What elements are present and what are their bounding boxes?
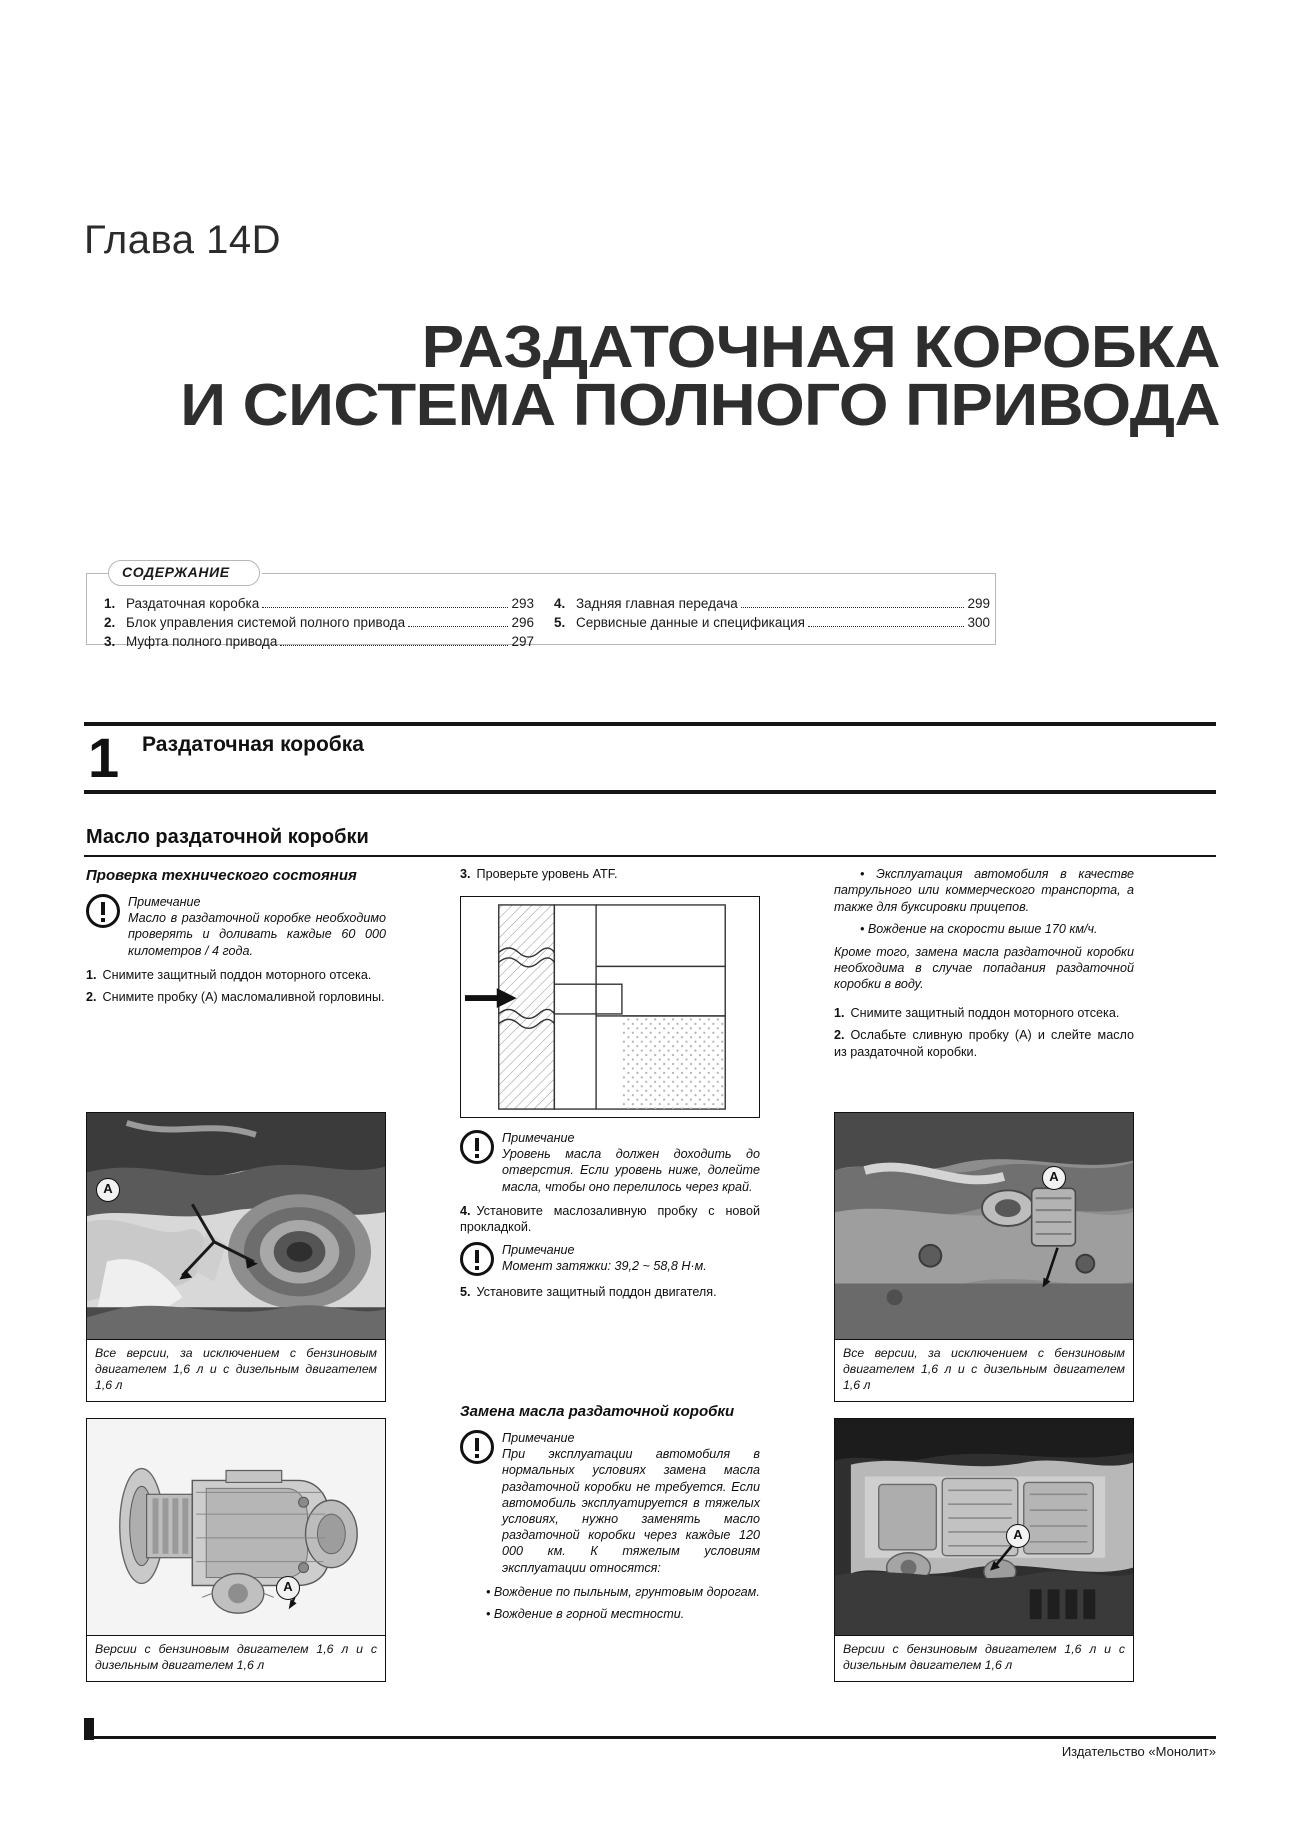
contents-item-page: 297 (511, 634, 534, 649)
step-item (86, 967, 386, 983)
note-title: Примечание (502, 1131, 575, 1145)
contents-leader-dots (741, 598, 965, 608)
step-number: 1. (86, 967, 97, 982)
diagram-image (461, 897, 759, 1117)
step-text: Ослабьте сливную пробку (A) и слейте масло из раздаточной коробки. (834, 1028, 1134, 1059)
contents-item-label: Муфта полного привода (126, 634, 278, 649)
note-block (86, 894, 386, 959)
section-title: Раздаточная коробка (142, 733, 364, 756)
step-item (834, 1027, 1134, 1060)
bullet-item: • Вождение по пыльным, грунтовым дорогам. (486, 1584, 760, 1599)
step-number: 2. (86, 990, 97, 1005)
step-item (460, 1284, 760, 1300)
contents-item-page: 296 (511, 615, 534, 630)
figure-caption-4: Версии с бензиновым двигателем 1,6 л и с дизельным двигателем 1,6 л (834, 1636, 1134, 1682)
warning-exclamation-icon (460, 1242, 494, 1276)
note-body: Масло в раздаточной коробке необходимо проверять и доливать каждые 60 000 километров / 4 года. (128, 911, 386, 958)
step-number: 5. (460, 1284, 471, 1299)
warning-exclamation-icon (460, 1130, 494, 1164)
step-item (834, 1005, 1134, 1021)
contents-leader-dots (262, 598, 508, 608)
callout-letter-a: A (96, 1178, 120, 1202)
figure-drain-plug-photo-2 (834, 1418, 1134, 1636)
section-number: 1 (88, 726, 120, 789)
figure-transfer-case-photo-2 (86, 1418, 386, 1636)
step-item (460, 1203, 760, 1236)
bullet-item: • Вождение на скорости выше 170 км/ч. (860, 922, 1098, 937)
note-text (128, 894, 386, 959)
contents-box-top-rule-left (86, 573, 108, 574)
contents-item-label: Раздаточная коробка (126, 596, 260, 611)
contents-item[interactable] (554, 613, 990, 632)
figure-transfer-case-photo-1 (86, 1112, 386, 1340)
note-body: При эксплуатации автомобиля в нормальных условиях замена масла раздаточной коробки не требуется. Если автомобиль эксплуатируется в тяжелых условиях, нужно заменять масло раздаточной коробки через каждые 120 000 км. К тяжелым условиям эксплуатации относятся: (502, 1447, 760, 1575)
step-text: Снимите защитный поддон моторного отсека. (102, 967, 372, 982)
contents-item-label: Сервисные данные и спецификация (576, 615, 805, 630)
callout-letter-a: A (276, 1576, 300, 1600)
note-text (502, 1242, 707, 1274)
bullet-item: • Вождение в горной местности. (486, 1607, 685, 1622)
contents-leader-dots (808, 617, 964, 627)
contents-item[interactable] (554, 594, 990, 613)
contents-item-number: 2. (104, 615, 116, 630)
figure-caption-3: Все версии, за исключением с бензиновым двигателем 1,6 л и с дизельным двигателем 1,6 л (834, 1340, 1134, 1402)
section-rule-top (84, 722, 1216, 726)
text-column-3 (834, 866, 1134, 1066)
chapter-label: Глава 14D (84, 218, 282, 262)
note-block (460, 1430, 760, 1576)
step-number: 2. (834, 1028, 845, 1043)
page-title-line-1: РАЗДАТОЧНАЯ КОРОБКА (421, 314, 1220, 380)
step-text: Установите маслозаливную пробку с новой прокладкой. (460, 1203, 760, 1235)
contents-item-label: Задняя главная передача (576, 596, 738, 611)
contents-item-number: 1. (104, 596, 116, 611)
text-column-2 (460, 866, 760, 888)
step-number: 3. (460, 867, 471, 881)
contents-item-number: 3. (104, 634, 116, 649)
note-text (502, 1430, 760, 1576)
contents-item[interactable] (104, 613, 534, 632)
page-title (0, 314, 1220, 439)
figure-caption-1: Все версии, за исключением с бензиновым двигателем 1,6 л и с дизельным двигателем 1,6 л (86, 1340, 386, 1402)
contents-leader-dots (280, 636, 508, 646)
warning-exclamation-icon (86, 894, 120, 928)
step-item (86, 989, 386, 1005)
contents-item[interactable] (104, 594, 534, 613)
note-block (460, 1242, 760, 1276)
contents-item-number: 4. (554, 596, 566, 611)
contents-tab-label: СОДЕРЖАНИЕ (122, 564, 230, 580)
figure-atf-level-diagram (460, 896, 760, 1118)
footer-rule (84, 1736, 1216, 1739)
photo-image (835, 1419, 1133, 1635)
callout-letter-a: A (1042, 1166, 1066, 1190)
contents-box-top-rule-right (262, 573, 996, 574)
subsection-rule (84, 855, 1216, 857)
subsection-title: Масло раздаточной коробки (86, 826, 369, 848)
note-text (502, 1130, 760, 1195)
note-title: Примечание (128, 895, 201, 909)
photo-image (835, 1113, 1133, 1339)
contents-item-label: Блок управления системой полного привода (126, 615, 406, 630)
note-body: Уровень масла должен доходить до отверстия. Если уровень ниже, долейте масла, чтобы оно перелилось через край. (502, 1147, 760, 1194)
note-title: Примечание (502, 1431, 575, 1445)
step-text: Проверьте уровень ATF. (476, 867, 618, 881)
warning-exclamation-icon (460, 1430, 494, 1464)
text-column-2-lower (460, 1126, 760, 1306)
photo-image (87, 1419, 385, 1635)
step-item (460, 866, 760, 882)
column1-heading: Проверка технического состояния (86, 867, 357, 884)
photo-image (87, 1113, 385, 1339)
note-title: Примечание (502, 1242, 575, 1257)
contents-item-number: 5. (554, 615, 566, 630)
callout-letter-a: A (1006, 1524, 1030, 1548)
step-number: 4. (460, 1203, 471, 1218)
column2-heading: Замена масла раздаточной коробки (460, 1403, 735, 1420)
text-column-1 (86, 866, 386, 1012)
contents-item-page: 293 (511, 596, 534, 611)
note-body: Момент затяжки: 39,2 ~ 58,8 Н·м. (502, 1258, 707, 1273)
contents-column-right (554, 594, 990, 632)
text-column-2-bottom (460, 1402, 760, 1629)
figure-caption-2: Версии с бензиновым двигателем 1,6 л и с дизельным двигателем 1,6 л (86, 1636, 386, 1682)
step-text: Установите защитный поддон двигателя. (476, 1284, 717, 1299)
section-rule-bottom (84, 790, 1216, 794)
note-block (460, 1130, 760, 1195)
footer-publisher: Издательство «Монолит» (1061, 1744, 1216, 1759)
page-title-line-2: И СИСТЕМА ПОЛНОГО ПРИВОДА (180, 372, 1220, 439)
step-text: Снимите защитный поддон моторного отсека. (850, 1005, 1120, 1020)
contents-item[interactable] (104, 632, 534, 651)
contents-column-left (104, 594, 534, 651)
contents-item-page: 300 (967, 615, 990, 630)
step-text: Снимите пробку (A) масломаливной горловины. (102, 990, 385, 1005)
body-paragraph: Кроме того, замена масла раздаточной коробки необходима в случае попадания раздаточной коробки в воду. (834, 944, 1134, 992)
figure-drain-plug-photo-1 (834, 1112, 1134, 1340)
step-number: 1. (834, 1005, 845, 1020)
bullet-item: • Эксплуатация автомобиля в качестве патрульного или коммерческого транспорта, а также для буксировки прицепов. (834, 867, 1134, 914)
contents-leader-dots (408, 617, 508, 627)
contents-item-page: 299 (967, 596, 990, 611)
